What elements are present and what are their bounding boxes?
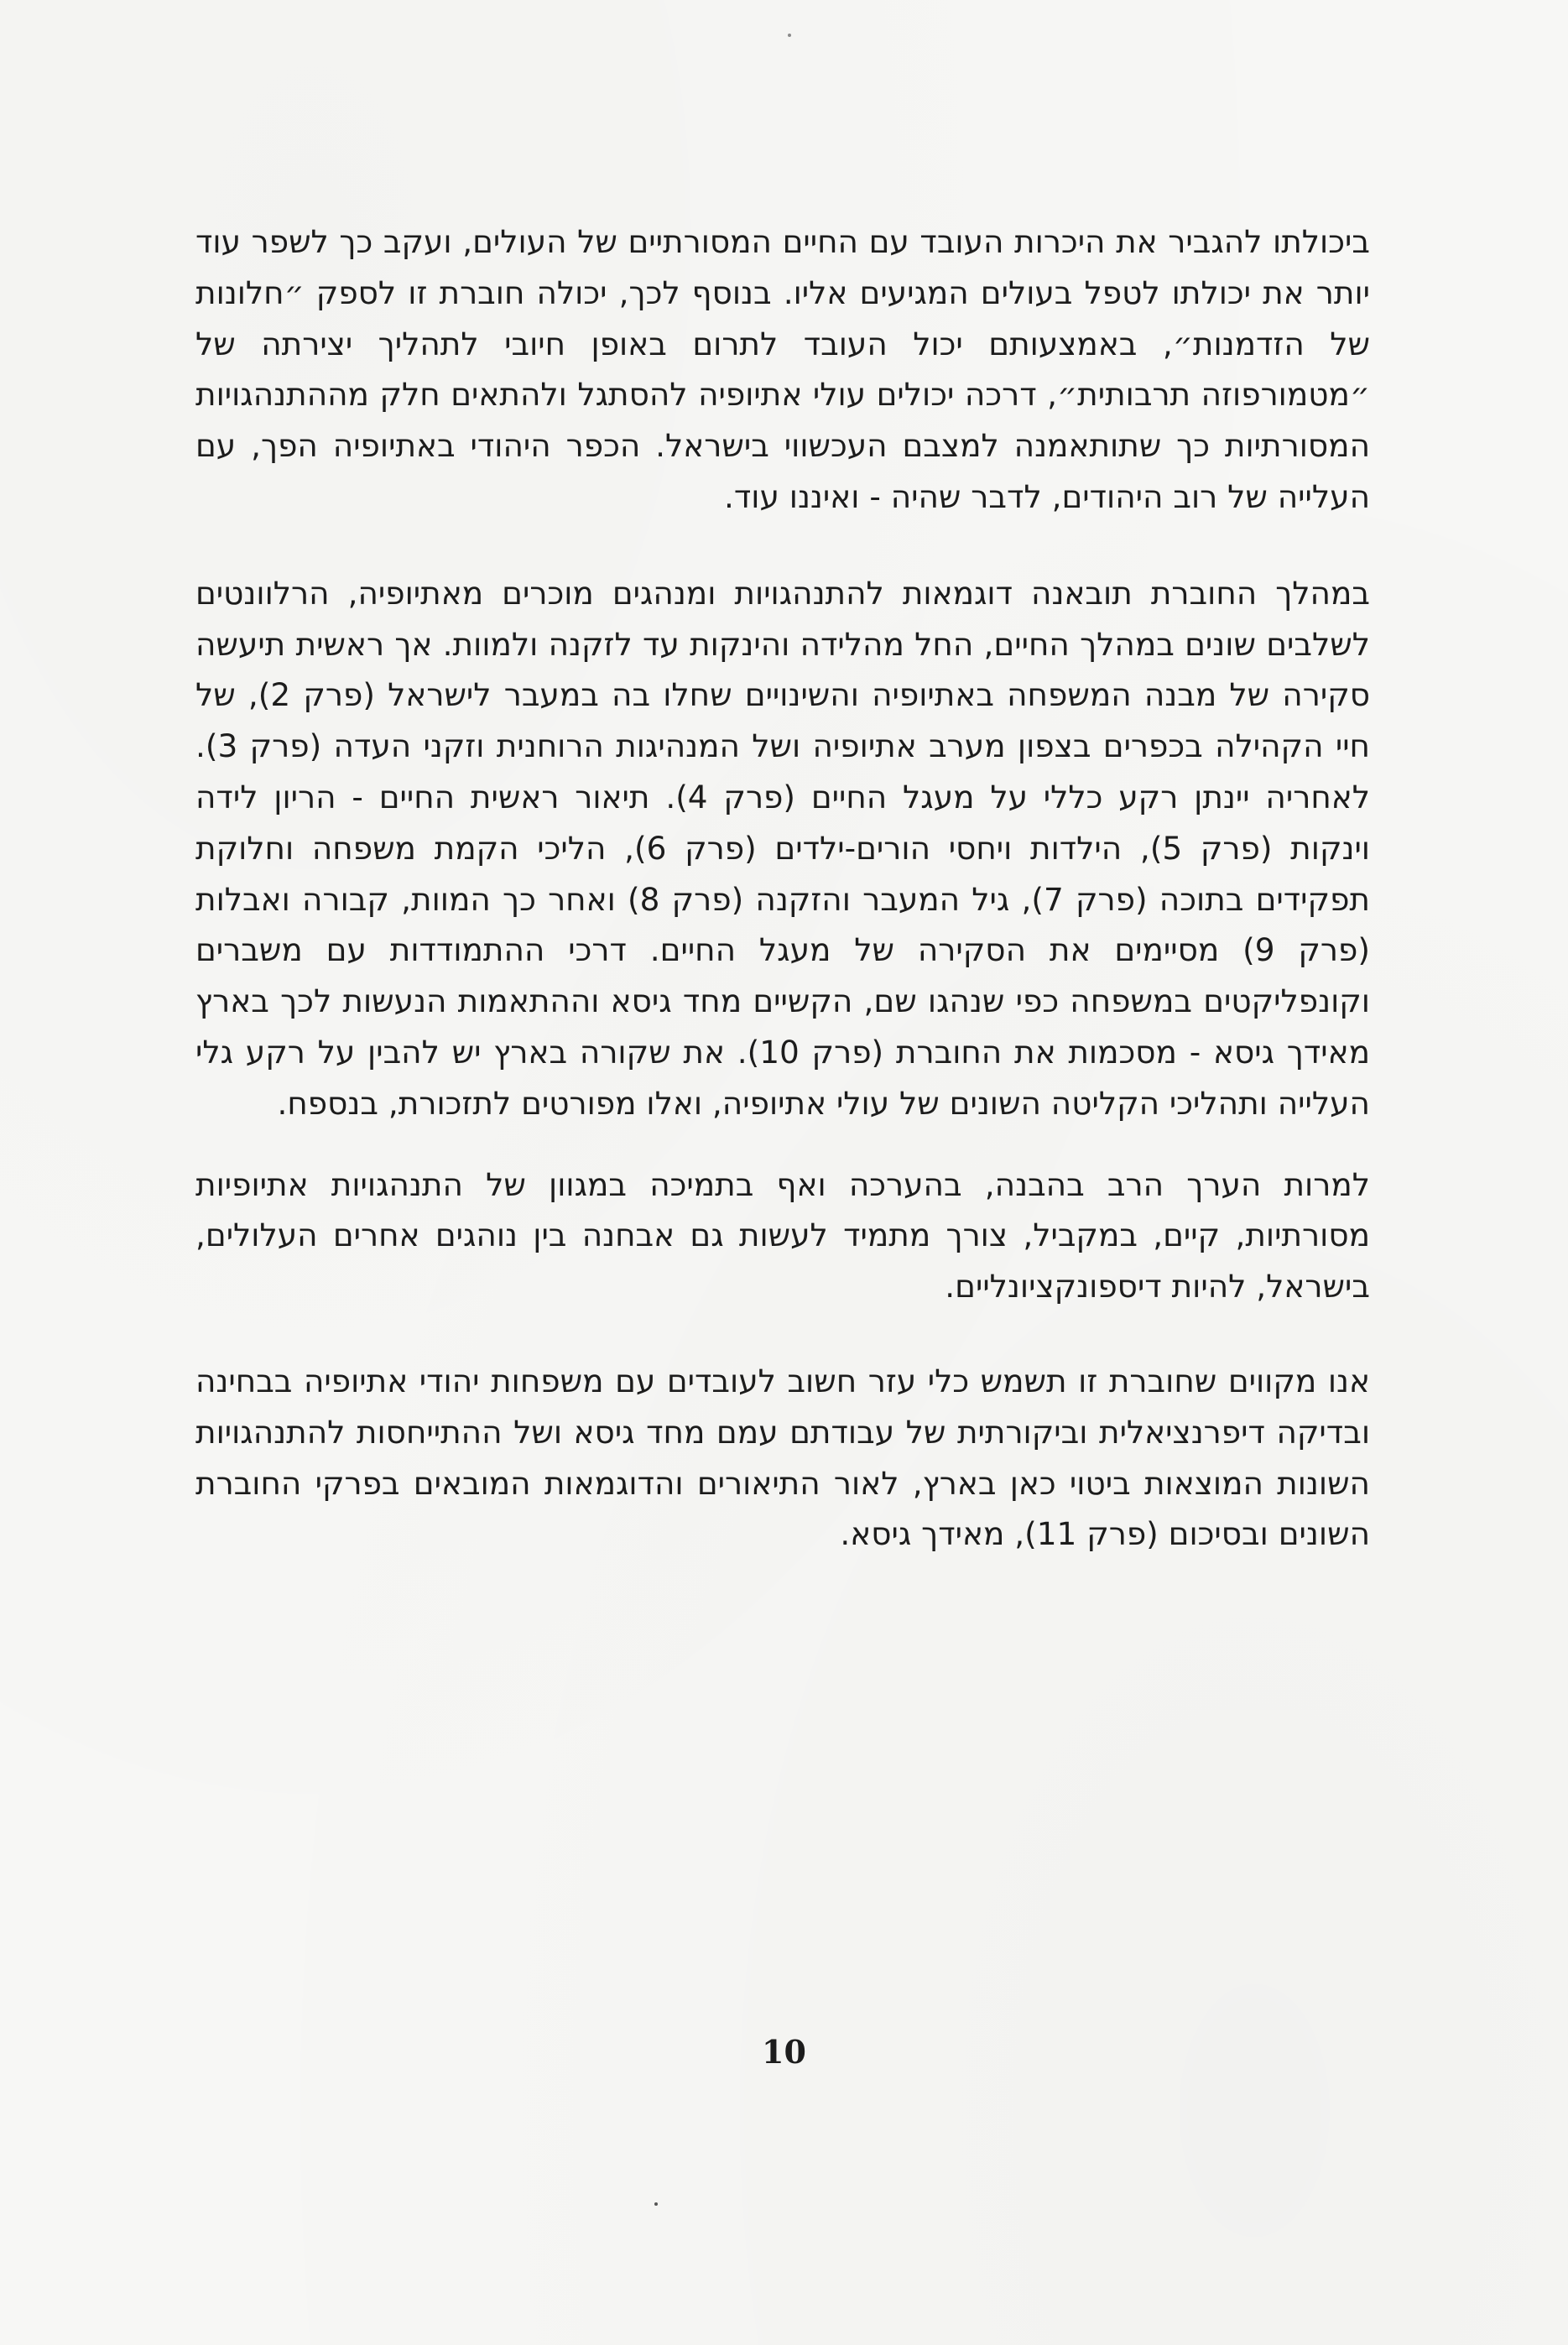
scan-speck-top bbox=[788, 34, 791, 37]
paragraph-intro: ביכולתו להגביר את היכרות העובד עם החיים המסורתיים של העולים, ועקב כך לשפר עוד יותר את יכולתו לטפל בעולים המגיעים אליו. בנוסף לכך, יכולה חוברת זו לספק ״חלונות של הזדמנות״, באמצעותם יכול העובד לתרום באופן חיובי לתהליך יצירתה של ״מטמורפוזה תרבותית״, דרכה יכולים עולי אתיופיה להסתגל ולהתאים חלק מההתנהגויות המסורתיות כך שתותאמנה למצבם העכשווי בישראל. הכפר היהודי באתיופיה הפך, עם העלייה של רוב היהודים, לדבר שהיה - ואיננו עוד. bbox=[195, 223, 1370, 515]
scan-speck-bottom bbox=[654, 2202, 658, 2206]
page-number: 10 bbox=[762, 2033, 806, 2071]
paragraph-differentiation: למרות הערך הרב בהבנה, בהערכה ואף בתמיכה במגוון של התנהגויות אתיופיות מסורתיות, קיים, במקביל, צורך מתמיד לעשות גם אבחנה בין נוהגים אחרים העלולים, בישראל, להיות דיספונקציונליים. bbox=[195, 1165, 1370, 1305]
paragraph-chapter-overview: במהלך החוברת תובאנה דוגמאות להתנהגויות ומנהגים מוכרים מאתיופיה, הרלוונטים לשלבים שונים במהלך החיים, החל מהלידה והינקות עד לזקנה ולמוות. אך ראשית תיעשה סקירה של מבנה המשפחה באתיופיה והשינויים שחלו בה במעבר לישראל (פרק 2), של חיי הקהילה בכפרים בצפון מערב אתיופיה ושל המנהיגות הרוחנית וזקני העדה (פרק 3). לאחריה יינתן רקע כללי על מעגל החיים (פרק 4). תיאור ראשית החיים - הריון לידה וינקות (פרק 5), הילדות ויחסי הורים-ילדים (פרק 6), הליכי הקמת משפחה וחלוקת תפקידים בתוכה (פרק 7), גיל המעבר והזקנה (פרק 8) ואחר כך המוות, קבורה ואבלות (פרק 9) מסיימים את הסקירה של מעגל החיים. דרכי ההתמודדות עם משברים וקונפליקטים במשפחה כפי שנהגו שם, הקשיים מחד גיסא וההתאמות הנעשות לכך בארץ מאידך גיסא - מסכמות את החוברת (פרק 10). את שקורה בארץ יש להבין על רקע גלי העלייה ותהליכי הקליטה השונים של עולי אתיופיה, ואלו מפורטים לתזכורת, בנספח. bbox=[195, 574, 1371, 1122]
body-text bbox=[195, 216, 1370, 1560]
paragraph-closing: אנו מקווים שחוברת זו תשמש כלי עזר חשוב לעובדים עם משפחות יהודי אתיופיה בבחינה ובדיקה דיפרנציאלית וביקורתית של עבודתם עמם מחד גיסא ושל ההתייחסות להתנהגויות השונות המוצאות ביטוי כאן בארץ, לאור התיאורים והדוגמאות המובאים בפרקי החוברת השונים ובסיכום (פרק 11), מאידך גיסא. bbox=[195, 1362, 1370, 1553]
